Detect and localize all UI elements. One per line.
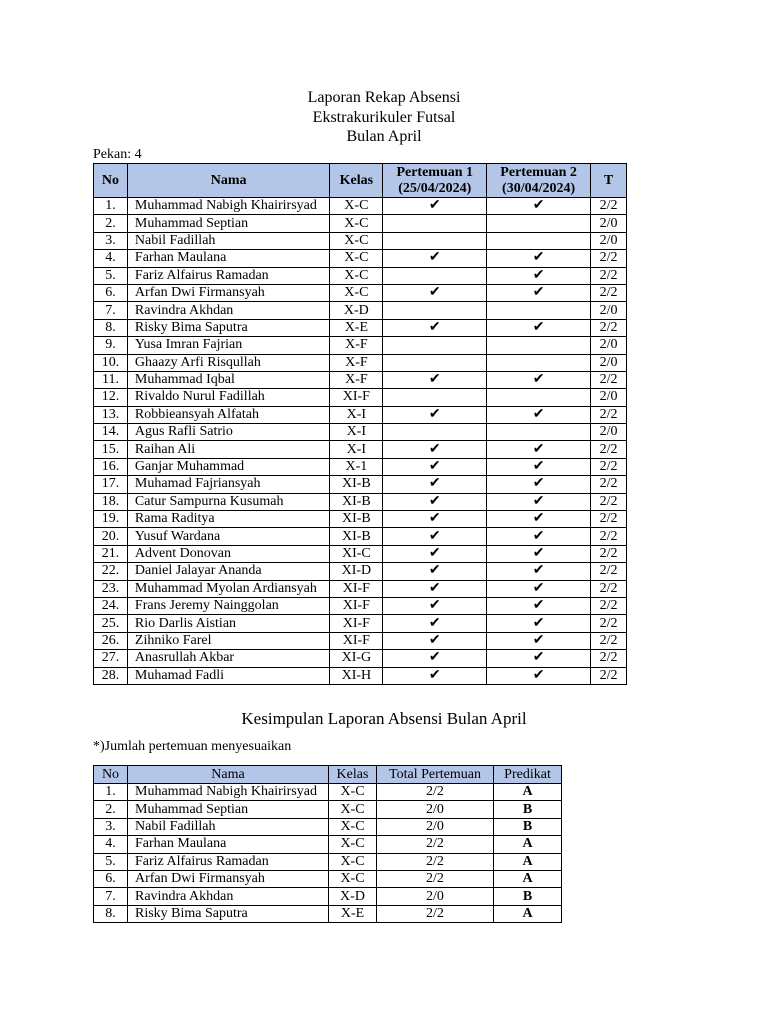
cell-name: Risky Bima Saputra [128,905,329,922]
cell-total: 2/0 [591,215,627,232]
report-title-line-3: Bulan April [346,128,422,145]
summary-col-no: No [94,766,128,784]
cell-class: X-F [330,337,383,354]
cell-meeting-2-check: ✔ [487,267,591,284]
cell-predicate: B [494,818,562,835]
cell-class: X-I [330,424,383,441]
cell-meeting-1-check [383,232,487,249]
cell-total-meetings: 2/2 [377,853,494,870]
cell-class: X-F [330,354,383,371]
cell-predicate: A [494,853,562,870]
report-title-line-1: Laporan Rekap Absensi [307,89,461,106]
cell-no: 1. [94,198,128,215]
cell-meeting-2-check: ✔ [487,250,591,267]
summary-table [93,765,562,923]
cell-meeting-2-check: ✔ [487,493,591,510]
cell-class: X-C [330,267,383,284]
cell-no: 26. [94,632,128,649]
cell-total: 2/0 [591,424,627,441]
cell-meeting-2-check: ✔ [487,319,591,336]
cell-meeting-2-check: ✔ [487,650,591,667]
cell-meeting-2-check: ✔ [487,476,591,493]
week-label: Pekan: 4 [93,147,142,162]
cell-no: 5. [94,267,128,284]
cell-name: Catur Sampurna Kusumah [127,493,329,510]
cell-meeting-1-check: ✔ [383,615,487,632]
cell-total: 2/2 [591,476,627,493]
cell-no: 8. [94,905,128,922]
table-row [94,650,627,667]
cell-class: X-F [330,371,383,388]
cell-meeting-1-check: ✔ [383,441,487,458]
cell-no: 20. [94,528,128,545]
attendance-header-row [94,164,627,198]
col-header-meeting-2 [487,164,591,198]
cell-class: X-C [330,284,383,301]
cell-no: 7. [94,888,128,905]
cell-no: 18. [94,493,128,510]
table-row [94,853,562,870]
cell-class: XI-H [330,667,383,684]
table-row [94,818,562,835]
cell-total: 2/2 [591,511,627,528]
cell-no: 14. [94,424,128,441]
cell-no: 13. [94,406,128,423]
report-title [0,88,768,147]
cell-no: 4. [94,836,128,853]
cell-meeting-1-check: ✔ [383,597,487,614]
table-row [94,888,562,905]
cell-name: Muhammad Iqbal [127,371,329,388]
cell-no: 16. [94,458,128,475]
cell-meeting-1-check: ✔ [383,545,487,562]
cell-no: 1. [94,784,128,801]
table-row [94,836,562,853]
table-row [94,389,627,406]
meeting-1-date: (25/04/2024) [398,180,472,196]
summary-col-name: Nama [128,766,329,784]
cell-total-meetings: 2/0 [377,801,494,818]
cell-meeting-1-check: ✔ [383,406,487,423]
table-row [94,406,627,423]
cell-meeting-1-check: ✔ [383,458,487,475]
cell-total: 2/2 [591,441,627,458]
cell-predicate: A [494,870,562,887]
summary-title: Kesimpulan Laporan Absensi Bulan April [241,709,527,728]
cell-name: Fariz Alfairus Ramadan [128,853,329,870]
cell-no: 24. [94,597,128,614]
cell-total: 2/2 [591,319,627,336]
summary-col-class: Kelas [329,766,377,784]
cell-name: Farhan Maulana [127,250,329,267]
cell-no: 8. [94,319,128,336]
cell-name: Muhammad Nabigh Khairirsyad [128,784,329,801]
table-row [94,250,627,267]
summary-header-row [94,766,562,784]
cell-meeting-1-check: ✔ [383,580,487,597]
table-row [94,441,627,458]
cell-predicate: A [494,784,562,801]
meeting-2-date: (30/04/2024) [502,180,576,196]
cell-total: 2/2 [591,250,627,267]
cell-class: X-C [330,232,383,249]
cell-total: 2/2 [591,667,627,684]
cell-class: X-E [329,905,377,922]
table-row [94,354,627,371]
cell-class: XI-B [330,511,383,528]
cell-no: 4. [94,250,128,267]
cell-total-meetings: 2/2 [377,784,494,801]
cell-meeting-1-check: ✔ [383,632,487,649]
cell-name: Rio Darlis Aistian [127,615,329,632]
cell-meeting-1-check [383,215,487,232]
table-row [94,667,627,684]
table-row [94,545,627,562]
summary-note: *)Jumlah pertemuan menyesuaikan [93,739,292,754]
cell-no: 27. [94,650,128,667]
cell-class: X-I [330,441,383,458]
cell-name: Rama Raditya [127,511,329,528]
cell-name: Risky Bima Saputra [127,319,329,336]
report-title-line-2: Ekstrakurikuler Futsal [312,108,456,126]
cell-meeting-2-check: ✔ [487,545,591,562]
col-header-no: No [94,164,128,198]
table-row [94,215,627,232]
cell-name: Ravindra Akhdan [127,302,329,319]
cell-meeting-1-check [383,424,487,441]
cell-no: 12. [94,389,128,406]
cell-class: XI-B [330,528,383,545]
cell-total: 2/0 [591,389,627,406]
cell-class: XI-F [330,632,383,649]
cell-no: 6. [94,870,128,887]
cell-class: X-D [330,302,383,319]
cell-total: 2/2 [591,580,627,597]
cell-meeting-2-check: ✔ [487,632,591,649]
cell-class: X-C [329,836,377,853]
cell-no: 23. [94,580,128,597]
cell-meeting-1-check: ✔ [383,476,487,493]
cell-meeting-1-check [383,337,487,354]
cell-meeting-1-check: ✔ [383,667,487,684]
table-row [94,801,562,818]
table-row [94,493,627,510]
cell-meeting-2-check: ✔ [487,458,591,475]
cell-meeting-1-check [383,267,487,284]
cell-name: Farhan Maulana [128,836,329,853]
cell-class: X-C [329,801,377,818]
cell-meeting-2-check: ✔ [487,198,591,215]
cell-meeting-2-check [487,424,591,441]
cell-name: Zihniko Farel [127,632,329,649]
cell-class: X-C [330,250,383,267]
table-row [94,371,627,388]
table-row [94,198,627,215]
table-row [94,563,627,580]
cell-no: 2. [94,801,128,818]
cell-class: X-C [330,215,383,232]
cell-class: X-C [330,198,383,215]
table-row [94,284,627,301]
cell-meeting-2-check [487,215,591,232]
cell-total-meetings: 2/0 [377,818,494,835]
cell-meeting-1-check: ✔ [383,493,487,510]
meeting-2-title: Pertemuan 2 [500,164,577,180]
col-header-meeting-1 [383,164,487,198]
cell-name: Ravindra Akhdan [128,888,329,905]
cell-no: 9. [94,337,128,354]
cell-meeting-1-check: ✔ [383,284,487,301]
cell-name: Nabil Fadillah [128,818,329,835]
cell-meeting-1-check: ✔ [383,650,487,667]
cell-name: Arfan Dwi Firmansyah [128,870,329,887]
table-row [94,511,627,528]
cell-total: 2/2 [591,406,627,423]
col-header-class: Kelas [330,164,383,198]
table-row [94,632,627,649]
cell-meeting-2-check [487,232,591,249]
cell-name: Ganjar Muhammad [127,458,329,475]
cell-name: Muhammad Nabigh Khairirsyad [127,198,329,215]
cell-total: 2/2 [591,615,627,632]
cell-class: X-I [330,406,383,423]
table-row [94,528,627,545]
table-row [94,319,627,336]
cell-class: XI-C [330,545,383,562]
cell-class: X-C [329,853,377,870]
cell-no: 28. [94,667,128,684]
cell-meeting-1-check: ✔ [383,563,487,580]
cell-class: XI-B [330,476,383,493]
cell-no: 3. [94,818,128,835]
cell-name: Frans Jeremy Nainggolan [127,597,329,614]
cell-meeting-1-check: ✔ [383,371,487,388]
cell-name: Muhamad Fajriansyah [127,476,329,493]
cell-meeting-1-check: ✔ [383,250,487,267]
cell-total: 2/0 [591,337,627,354]
cell-name: Fariz Alfairus Ramadan [127,267,329,284]
cell-predicate: B [494,801,562,818]
summary-body [94,784,562,923]
table-row [94,476,627,493]
cell-class: XI-F [330,597,383,614]
cell-total: 2/2 [591,458,627,475]
cell-meeting-2-check: ✔ [487,580,591,597]
cell-name: Ghaazy Arfi Risqullah [127,354,329,371]
cell-total-meetings: 2/2 [377,905,494,922]
cell-meeting-2-check: ✔ [487,406,591,423]
attendance-body [94,198,627,685]
cell-total: 2/2 [591,528,627,545]
cell-total: 2/0 [591,354,627,371]
cell-total-meetings: 2/0 [377,888,494,905]
cell-class: X-C [329,870,377,887]
cell-total: 2/2 [591,597,627,614]
cell-meeting-1-check: ✔ [383,319,487,336]
cell-meeting-2-check: ✔ [487,615,591,632]
cell-class: X-D [329,888,377,905]
cell-meeting-2-check: ✔ [487,371,591,388]
summary-col-total: Total Pertemuan [377,766,494,784]
cell-total: 2/2 [591,284,627,301]
cell-no: 3. [94,232,128,249]
cell-name: Raihan Ali [127,441,329,458]
cell-meeting-2-check: ✔ [487,597,591,614]
table-row [94,615,627,632]
cell-meeting-2-check [487,337,591,354]
cell-no: 22. [94,563,128,580]
table-row [94,597,627,614]
cell-name: Nabil Fadillah [127,232,329,249]
summary-col-predicate: Predikat [494,766,562,784]
cell-meeting-2-check [487,354,591,371]
cell-no: 7. [94,302,128,319]
table-row [94,784,562,801]
attendance-table [93,163,627,685]
cell-name: Muhammad Myolan Ardiansyah [127,580,329,597]
cell-total: 2/2 [591,563,627,580]
cell-class: XI-B [330,493,383,510]
cell-meeting-2-check [487,302,591,319]
cell-total: 2/2 [591,545,627,562]
cell-name: Anasrullah Akbar [127,650,329,667]
cell-meeting-2-check [487,389,591,406]
cell-meeting-1-check [383,389,487,406]
cell-no: 11. [94,371,128,388]
cell-name: Yusuf Wardana [127,528,329,545]
table-row [94,905,562,922]
cell-meeting-1-check: ✔ [383,528,487,545]
table-row [94,458,627,475]
col-header-total: T [591,164,627,198]
cell-total: 2/2 [591,371,627,388]
cell-total: 2/2 [591,650,627,667]
cell-no: 21. [94,545,128,562]
cell-name: Robbieansyah Alfatah [127,406,329,423]
cell-total: 2/2 [591,198,627,215]
cell-no: 25. [94,615,128,632]
cell-total-meetings: 2/2 [377,870,494,887]
table-row [94,232,627,249]
cell-total-meetings: 2/2 [377,836,494,853]
cell-name: Daniel Jalayar Ananda [127,563,329,580]
cell-meeting-1-check: ✔ [383,198,487,215]
cell-class: XI-F [330,615,383,632]
cell-class: XI-D [330,563,383,580]
cell-no: 19. [94,511,128,528]
cell-meeting-1-check [383,354,487,371]
cell-total: 2/2 [591,267,627,284]
cell-meeting-1-check: ✔ [383,511,487,528]
cell-class: X-C [329,784,377,801]
table-row [94,870,562,887]
cell-class: XI-F [330,389,383,406]
table-row [94,267,627,284]
cell-predicate: A [494,836,562,853]
cell-total: 2/0 [591,302,627,319]
meeting-1-title: Pertemuan 1 [396,164,474,180]
cell-no: 15. [94,441,128,458]
cell-total: 2/0 [591,232,627,249]
cell-name: Arfan Dwi Firmansyah [127,284,329,301]
cell-class: X-E [330,319,383,336]
cell-name: Muhammad Septian [127,215,329,232]
cell-class: XI-F [330,580,383,597]
cell-name: Advent Donovan [127,545,329,562]
cell-meeting-2-check: ✔ [487,667,591,684]
cell-meeting-2-check: ✔ [487,563,591,580]
cell-name: Agus Rafli Satrio [127,424,329,441]
table-row [94,302,627,319]
cell-meeting-2-check: ✔ [487,441,591,458]
cell-meeting-1-check [383,302,487,319]
cell-no: 6. [94,284,128,301]
cell-meeting-2-check: ✔ [487,511,591,528]
cell-meeting-2-check: ✔ [487,284,591,301]
cell-name: Yusa Imran Fajrian [127,337,329,354]
table-row [94,337,627,354]
table-row [94,580,627,597]
cell-name: Muhamad Fadli [127,667,329,684]
cell-meeting-2-check: ✔ [487,528,591,545]
cell-name: Rivaldo Nurul Fadillah [127,389,329,406]
cell-total: 2/2 [591,493,627,510]
col-header-name: Nama [127,164,329,198]
cell-class: X-C [329,818,377,835]
cell-no: 2. [94,215,128,232]
table-row [94,424,627,441]
cell-predicate: A [494,905,562,922]
cell-predicate: B [494,888,562,905]
cell-name: Muhammad Septian [128,801,329,818]
cell-no: 10. [94,354,128,371]
cell-no: 17. [94,476,128,493]
cell-class: XI-G [330,650,383,667]
cell-class: X-1 [330,458,383,475]
cell-no: 5. [94,853,128,870]
cell-total: 2/2 [591,632,627,649]
